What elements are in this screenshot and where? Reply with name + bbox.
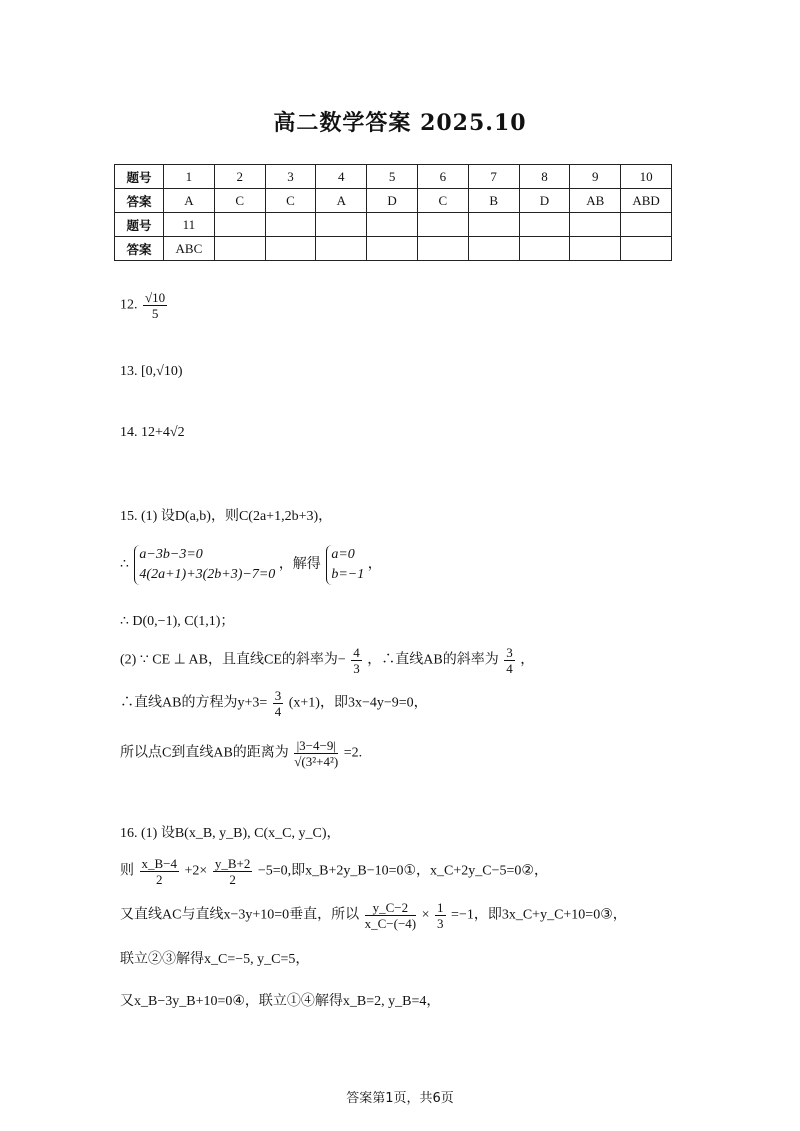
fraction [273, 688, 284, 719]
table-cell: C [417, 189, 468, 213]
fraction-numerator: y_B+2 [214, 856, 251, 871]
q15-line-5 [120, 688, 428, 719]
fraction [365, 900, 417, 931]
table-cell [316, 213, 367, 237]
table-cell [265, 237, 316, 261]
table-cell [570, 213, 621, 237]
text: ，解得 [278, 557, 321, 573]
fraction-denominator: √(3²+4²) [294, 754, 339, 769]
equation: 4(2a+1)+3(2b+3)−7=0 [139, 567, 276, 582]
text: 则 [120, 863, 134, 879]
equation-system [326, 545, 364, 585]
fraction [294, 738, 338, 769]
table-cell [417, 213, 468, 237]
fraction-denominator: 4 [274, 704, 282, 719]
fraction [351, 645, 362, 676]
fraction-denominator: 2 [229, 872, 236, 887]
fraction-numerator: y_C−2 [365, 900, 417, 916]
table-cell: 4 [316, 165, 367, 189]
fraction-denominator: 3 [437, 916, 444, 931]
q15-line-1: 15. (1) 设D(a,b)，则C(2a+1,2b+3)， [120, 509, 333, 524]
table-cell [468, 213, 519, 237]
fraction-numerator: √10 [145, 290, 166, 305]
table-cell: 7 [468, 165, 519, 189]
text: × [421, 907, 430, 923]
table-cell: ABD [621, 189, 672, 213]
fraction-denominator: 2 [156, 872, 163, 887]
table-row [115, 165, 672, 189]
question-number: 13. [120, 364, 138, 379]
q15-line-4 [120, 645, 534, 676]
text: =2. [343, 745, 363, 761]
table-row [115, 237, 672, 261]
table-cell [519, 237, 570, 261]
page-title: 高二数学答案 2025.10 [273, 110, 527, 136]
table-cell: 5 [367, 165, 418, 189]
table-cell: 答案 [115, 189, 164, 213]
equation: a=0 [331, 547, 355, 562]
fraction-denominator: 5 [151, 306, 159, 321]
answer-text: 12+4√2 [141, 425, 185, 440]
table-cell: A [316, 189, 367, 213]
fraction-numerator: 4 [353, 645, 360, 660]
equation: a−3b−3=0 [139, 547, 203, 562]
table-cell [621, 237, 672, 261]
table-cell [367, 213, 418, 237]
table-cell [519, 213, 570, 237]
text: +2× [184, 863, 208, 879]
table-cell [265, 213, 316, 237]
question-number: 14. [120, 425, 138, 440]
fraction [143, 290, 167, 321]
fraction-numerator: |3−4−9| [294, 738, 338, 754]
table-cell: 2 [214, 165, 265, 189]
fraction [435, 900, 446, 931]
fraction-numerator: x_B−4 [141, 856, 178, 871]
fraction [504, 645, 515, 676]
page-footer: 答案第1页，共6页 [346, 1091, 454, 1106]
answer-13 [120, 364, 183, 380]
table-cell [316, 237, 367, 261]
fraction-denominator: 4 [506, 661, 513, 676]
text: ， [520, 652, 535, 668]
table-row [115, 189, 672, 213]
table-cell: ABC [164, 237, 215, 261]
text: 又直线AC与直线x−3y+10=0垂直，所以 [120, 907, 360, 923]
table-cell: 1 [164, 165, 215, 189]
table-cell: C [265, 189, 316, 213]
q15-line-3: ∴ D(0,−1), C(1,1)； [120, 614, 235, 629]
table-cell: 6 [417, 165, 468, 189]
text: ，∴直线AB的斜率为 [367, 652, 499, 668]
fraction-numerator: 1 [437, 900, 444, 915]
answer-12 [120, 290, 169, 321]
table-cell [468, 237, 519, 261]
table-cell: 答案 [115, 237, 164, 261]
fraction-denominator: x_C−(−4) [364, 916, 417, 931]
q16-line-1: 16. (1) 设B(x_B, y_B), C(x_C, y_C)， [120, 826, 341, 841]
table-cell [367, 237, 418, 261]
table-cell: 11 [164, 213, 215, 237]
text: =−1，即3x_C+y_C+10=0③， [451, 907, 627, 923]
table-cell [417, 237, 468, 261]
text: ， [367, 557, 382, 573]
fraction [213, 856, 253, 887]
table-cell: C [214, 189, 265, 213]
table-cell: 10 [621, 165, 672, 189]
q15-line-2 [120, 545, 382, 585]
therefore-symbol: ∴ [120, 557, 129, 573]
equation-system [134, 545, 275, 585]
answer-text: [0,√10) [141, 364, 183, 379]
table-cell: 题号 [115, 213, 164, 237]
table-cell [621, 213, 672, 237]
table-cell: 9 [570, 165, 621, 189]
table-cell: D [367, 189, 418, 213]
text: ∴直线AB的方程为y+3= [120, 695, 268, 711]
q16-line-5: 又x_B−3y_B+10=0④，联立①④解得x_B=2, y_B=4， [120, 994, 441, 1009]
table-cell [214, 237, 265, 261]
q16-line-3 [120, 900, 627, 931]
text: 所以点C到直线AB的距离为 [120, 745, 289, 761]
text: −5=0,即x_B+2y_B−10=0①，x_C+2y_C−5=0②， [257, 863, 548, 879]
fraction [140, 856, 180, 887]
table-cell: 题号 [115, 165, 164, 189]
fraction-numerator: 3 [274, 688, 282, 703]
table-cell: A [164, 189, 215, 213]
answer-14 [120, 425, 185, 441]
q16-line-4: 联立②③解得x_C=−5, y_C=5， [120, 952, 310, 967]
text: (x+1)，即3x−4y−9=0， [288, 695, 428, 711]
table-cell: AB [570, 189, 621, 213]
question-number: 12. [120, 297, 138, 313]
q16-line-2 [120, 856, 548, 887]
table-cell [214, 213, 265, 237]
table-cell [570, 237, 621, 261]
fraction-numerator: 3 [506, 645, 513, 660]
table-cell: 3 [265, 165, 316, 189]
table-cell: D [519, 189, 570, 213]
fraction-denominator: 3 [353, 661, 360, 676]
text: (2) ∵ CE ⊥ AB，且直线CE的斜率为− [120, 652, 346, 668]
table-cell: B [468, 189, 519, 213]
table-row [115, 213, 672, 237]
table-cell: 8 [519, 165, 570, 189]
answer-table [114, 164, 672, 261]
equation: b=−1 [331, 567, 365, 582]
q15-line-6 [120, 738, 362, 769]
